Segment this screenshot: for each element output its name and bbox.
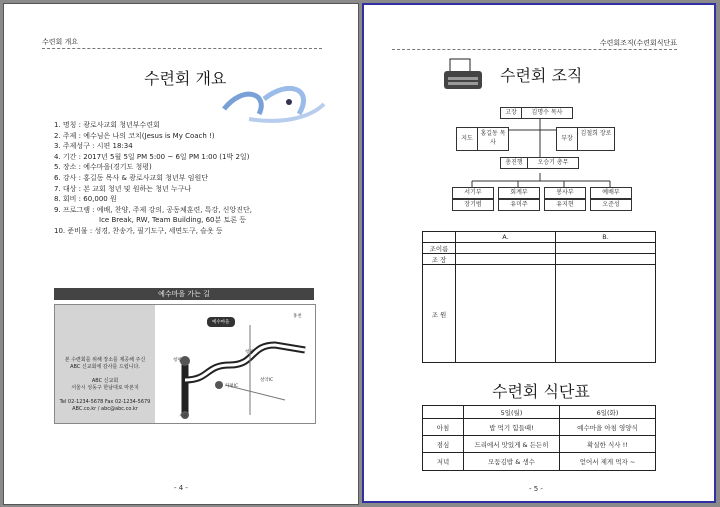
org-member: 장기범	[452, 199, 494, 211]
meal-table-title: 수련회 식단표	[492, 382, 590, 401]
right-running-header: 수련회조직(수련회식단표	[392, 38, 677, 50]
row-label: 저녁	[436, 458, 450, 466]
team-table	[422, 231, 656, 363]
overview-list	[54, 120, 252, 237]
map-label: 홍천	[293, 314, 302, 319]
left-page-number: - 4 -	[174, 484, 188, 492]
table-cell: 예수마을 아침 영양식	[577, 424, 638, 432]
list-item: 10. 준비물 : 성경, 찬송가, 필기도구, 세면도구, 슬옷 등	[54, 226, 223, 235]
left-running-header: 수련회 개요	[42, 37, 322, 49]
right-page	[362, 3, 716, 503]
row-label: 조 원	[431, 311, 447, 319]
map-label: 설악IC	[260, 378, 274, 383]
org-member: 유지현	[544, 199, 586, 211]
list-item: 1. 명칭 : 광로사교회 청년부수련회	[54, 121, 160, 129]
meal-table	[422, 405, 656, 471]
map-label-destination: 예수마을	[212, 320, 230, 325]
org-person: 오승기 총무	[527, 157, 579, 169]
list-item: 3. 주제성구 : 시편 18:34	[54, 142, 133, 151]
list-item: Ice Break, RW, Team Building, 60분 토론 등	[99, 216, 247, 225]
table-cell: 드리에서 맛있게 & 든든히	[474, 441, 549, 449]
list-item: 9. 프로그램 : 예배, 찬양, 주제 강의, 공동체훈련, 특강, 신앙진단,	[54, 205, 252, 214]
table-cell: 얻어서 제게 먹자 ~	[579, 458, 636, 466]
map-label: 가평IC	[225, 384, 239, 389]
column-header: 6일(화)	[596, 409, 619, 417]
org-role: 고장	[500, 107, 522, 119]
map-label: 청평	[173, 358, 182, 363]
row-label: 조이름	[429, 245, 449, 253]
table-row	[423, 254, 655, 265]
list-item: 5. 장소 : 예수마을(경기도 청평)	[54, 163, 152, 172]
directions-map	[54, 304, 316, 424]
org-member: 유미주	[498, 199, 540, 211]
row-label: 점심	[436, 441, 450, 449]
list-item: 4. 기간 : 2017년 5월 5일 PM 5:00 ~ 6일 PM 1:00 (1박 2일)	[54, 152, 250, 161]
row-label: 조 장	[431, 256, 447, 264]
org-team: 회계부	[498, 187, 540, 199]
org-person: 김명수 목사	[521, 107, 573, 119]
map-label: 서울	[179, 414, 188, 419]
table-cell: 모둠김밥 & 생수	[488, 458, 535, 466]
list-item: 6. 강사 : 홍길동 목사 & 광로사교회 청년부 임원단	[54, 173, 209, 182]
table-row	[423, 243, 655, 254]
map-roads-graphic	[155, 305, 315, 423]
table-cell: 확실한 식사 !!	[587, 441, 628, 449]
list-item: 2. 주제 : 예수님은 나의 코치(Jesus is My Coach !)	[54, 131, 215, 140]
organization-title: 수련회 조직	[500, 66, 583, 85]
column-header: 5일(월)	[500, 409, 523, 417]
list-item: 8. 회비 : 60,000 원	[54, 195, 117, 204]
map-label: 청평	[245, 350, 254, 355]
list-item: 7. 대상 : 본 교회 청년 및 원하는 청년 누구나	[54, 184, 192, 193]
org-role: 부장	[556, 127, 578, 151]
org-person: 홍길동 목사	[477, 127, 509, 151]
org-role: 지도	[456, 127, 478, 151]
column-header: B.	[602, 233, 609, 241]
table-cell: 밥 먹기 힘들때!	[489, 424, 534, 432]
map-title-bar: 예수마을 가는 길	[54, 288, 314, 300]
row-label: 아침	[436, 424, 450, 432]
column-header: A.	[502, 233, 509, 241]
org-team: 서기부	[452, 187, 494, 199]
map-info-panel	[55, 305, 155, 423]
org-team: 봉사부	[544, 187, 586, 199]
org-person: 김철희 장로	[577, 127, 615, 151]
org-member: 오준성	[590, 199, 632, 211]
map-notes: 본 수련회를 위해 장소를 제공해 주신 ABC 신교회에 감사를 드립니다. ABC 신교회 서울시 성동구 한남대로 마본지 Tel 02-1234-5678 Fax 02-1234-5679 ABC.co.kr / abc@abc.co.kr	[59, 357, 151, 412]
right-page-number: - 5 -	[529, 485, 543, 493]
org-team: 예배부	[590, 187, 632, 199]
left-page-title: 수련회 개요	[144, 69, 227, 88]
org-role: 총진행	[500, 157, 528, 169]
left-page	[3, 3, 359, 505]
